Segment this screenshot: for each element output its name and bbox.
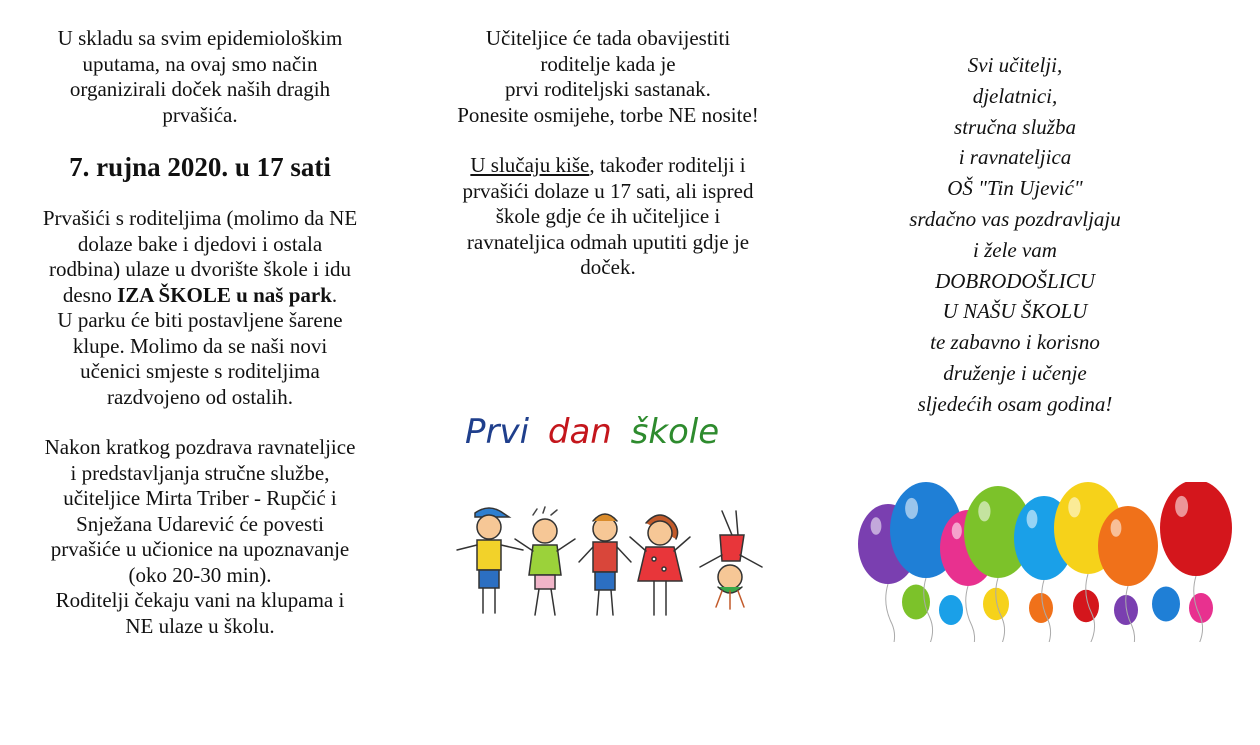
balloon-highlight (1111, 519, 1122, 537)
greeting-line: i žele vam (973, 237, 1057, 262)
balloon-highlight (1175, 496, 1188, 517)
column-1 (20, 26, 380, 639)
balloon (902, 585, 930, 620)
rain-paragraph: U slučaju kiše, također roditelji i prvašići dolaze u 17 sati, ali ispred škole gdje će ih učiteljice i ravnateljica odmah uputiti gdje je doček. (462, 153, 754, 279)
balloon-string (886, 584, 895, 642)
balloon-highlight (905, 498, 918, 519)
greeting-line: sljedećih osam godina! (917, 391, 1113, 416)
column-2 (428, 26, 788, 281)
program-paragraph: Nakon kratkog pozdrava ravnateljice i predstavljanja stručne službe, učiteljice Mirta Triber - Rupčić i Snježana Udarević će povesti prvašiće u učionice na upoznavanje (oko 20-30 min). Roditelji čekaju vani na klupama i NE ulaze u školu. (44, 435, 356, 638)
prvi-dan-skole-logo (465, 407, 735, 455)
event-date: 7. rujna 2020. u 17 sati (69, 152, 331, 182)
kid-2 (515, 507, 575, 615)
balloons-icon (856, 482, 1236, 642)
kid-4 (630, 515, 690, 615)
kid-1 (457, 508, 523, 613)
column-3 (860, 50, 1170, 420)
balloon (1152, 587, 1180, 622)
balloon (1029, 593, 1053, 623)
balloon-string (966, 586, 975, 642)
balloon-highlight (978, 501, 990, 521)
svg-text:Prvi dan škole (465, 412, 719, 452)
greeting-line: te zabavno i korisno (930, 330, 1100, 355)
balloon (1098, 506, 1158, 586)
meeting-paragraph: Učiteljice će tada obavijestiti roditelje kada je prvi roditeljski sastanak. Ponesite osmijehe, torbe NE nosite! (457, 26, 759, 127)
greeting-line: OŠ "Tin Ujević" (947, 176, 1083, 201)
greeting-line: druženje i učenje (943, 360, 1087, 385)
kid-5 (700, 511, 762, 609)
greeting-line: U NAŠU ŠKOLU (942, 299, 1088, 324)
rain-heading: U slučaju kiše (470, 153, 590, 177)
greeting-line: srdačno vas pozdravljaju (909, 206, 1121, 231)
greeting-line: Svi učitelji, (967, 53, 1063, 77)
greeting-line: djelatnici, (972, 83, 1058, 108)
arrival-paragraph: Prvašići s roditeljima (molimo da NE dolaze bake i djedovi i ostala rodbina) ulaze u dvorište škole i idu desno IZA ŠKOLE u naš park. U parku će biti postavljene šarene klupe. Molimo da se naši novi učenici smjeste s roditeljima razdvojeno od ostalih. (42, 206, 358, 409)
logo-word-3: škole (630, 412, 720, 452)
kid-3 (579, 514, 631, 615)
balloon-highlight (1068, 497, 1080, 517)
balloon-highlight (952, 523, 962, 540)
intro-paragraph: U skladu sa svim epidemiološkim uputama, na ovaj smo način organizirali doček naših dragih prvašića. (57, 26, 343, 127)
balloon (939, 595, 963, 625)
logo-word-2: dan (547, 412, 612, 452)
logo-word-1: Prvi (465, 412, 530, 452)
greeting-line: i ravnateljica (958, 145, 1072, 170)
balloon-highlight (871, 517, 882, 535)
greeting-line: DOBRODOŠLICU (935, 268, 1095, 293)
balloon-highlight (1027, 510, 1038, 528)
children-drawing-icon (430, 505, 770, 623)
greeting-line: stručna služba (954, 114, 1076, 139)
balloon (1160, 482, 1232, 576)
